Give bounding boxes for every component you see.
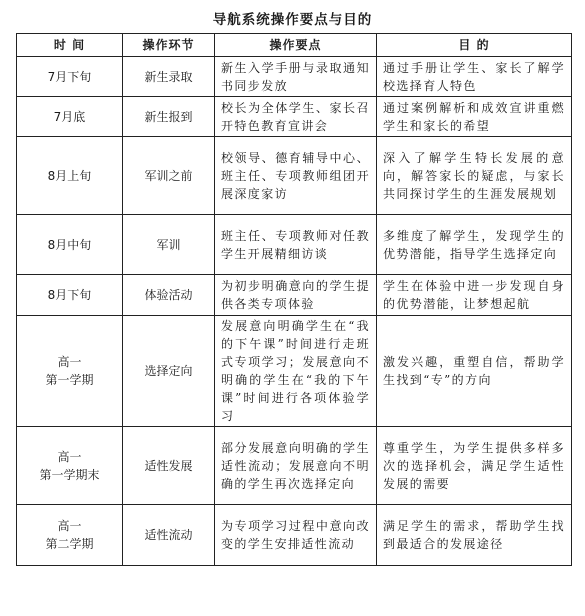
cell-points: 班主任、专项教师对任教学生开展精细访谈 — [215, 215, 377, 275]
time-line: 第二学期 — [45, 537, 94, 551]
cell-points: 校领导、德育辅导中心、班主任、专项教师组团开展深度家访 — [215, 137, 377, 215]
cell-goal: 通过手册让学生、家长了解学校选择育人特色 — [377, 57, 572, 97]
time-line: 高一 — [57, 449, 82, 464]
time-line: 7月底 — [53, 109, 86, 124]
table-row — [17, 316, 572, 427]
cell-points: 新生入学手册与录取通知书同步发放 — [215, 57, 377, 97]
cell-step: 适性流动 — [123, 505, 215, 566]
time-line: 8月上旬 — [47, 168, 92, 183]
cell-goal: 激发兴趣，重塑自信，帮助学生找到“专”的方向 — [377, 316, 572, 427]
table-row — [17, 427, 572, 505]
header-step: 操作环节 — [123, 34, 215, 57]
header-row — [17, 34, 572, 57]
time-line: 8月下旬 — [47, 288, 92, 302]
cell-goal: 通过案例解析和成效宣讲重燃学生和家长的希望 — [377, 97, 572, 137]
document-title: 导航系统操作要点与目的 — [212, 12, 373, 28]
cell-goal: 深入了解学生特长发展的意向，解答家长的疑虑，与家长共同探讨学生的生涯发展规划 — [377, 137, 572, 215]
time-line: 第一学期 — [45, 373, 94, 387]
cell-goal: 满足学生的需求，帮助学生找到最适合的发展途径 — [377, 505, 572, 566]
header-points: 操作要点 — [215, 34, 377, 57]
time-line: 第一学期末 — [39, 467, 100, 482]
cell-time — [17, 316, 123, 427]
table-row — [17, 97, 572, 137]
time-line: 7月下旬 — [47, 69, 92, 84]
cell-time — [17, 215, 123, 275]
time-line: 8月中旬 — [47, 237, 92, 252]
cell-time — [17, 505, 123, 566]
cell-points: 部分发展意向明确的学生适性流动；发展意向不明确的学生再次选择定向 — [215, 427, 377, 505]
cell-time — [17, 427, 123, 505]
cell-time — [17, 57, 123, 97]
table-row — [17, 57, 572, 97]
header-time: 时 间 — [17, 34, 123, 57]
cell-step: 新生录取 — [123, 57, 215, 97]
cell-step: 体验活动 — [123, 275, 215, 316]
table-row — [17, 215, 572, 275]
header-goal: 目 的 — [377, 34, 572, 57]
cell-points: 为专项学习过程中意向改变的学生安排适性流动 — [215, 505, 377, 566]
cell-goal: 学生在体验中进一步发现自身的优势潜能，让梦想起航 — [377, 275, 572, 316]
cell-time — [17, 275, 123, 316]
cell-step: 适性发展 — [123, 427, 215, 505]
guide-table — [16, 33, 572, 566]
cell-points: 为初步明确意向的学生提供各类专项体验 — [215, 275, 377, 316]
cell-points: 校长为全体学生、家长召开特色教育宣讲会 — [215, 97, 377, 137]
table-row — [17, 505, 572, 566]
cell-points: 发展意向明确学生在“我的下午课”时间进行走班式专项学习；发展意向不明确的学生在“我的下午课”时间进行各项体验学习 — [215, 316, 377, 427]
cell-step: 军训之前 — [123, 137, 215, 215]
cell-goal: 多维度了解学生，发现学生的优势潜能，指导学生选择定向 — [377, 215, 572, 275]
time-line: 高一 — [57, 519, 82, 533]
time-line: 高一 — [57, 355, 82, 369]
cell-goal: 尊重学生，为学生提供多样多次的选择机会，满足学生适性发展的需要 — [377, 427, 572, 505]
cell-step: 选择定向 — [123, 316, 215, 427]
table-row — [17, 137, 572, 215]
table-row — [17, 275, 572, 316]
cell-time — [17, 97, 123, 137]
cell-step: 军训 — [123, 215, 215, 275]
cell-time — [17, 137, 123, 215]
cell-step: 新生报到 — [123, 97, 215, 137]
